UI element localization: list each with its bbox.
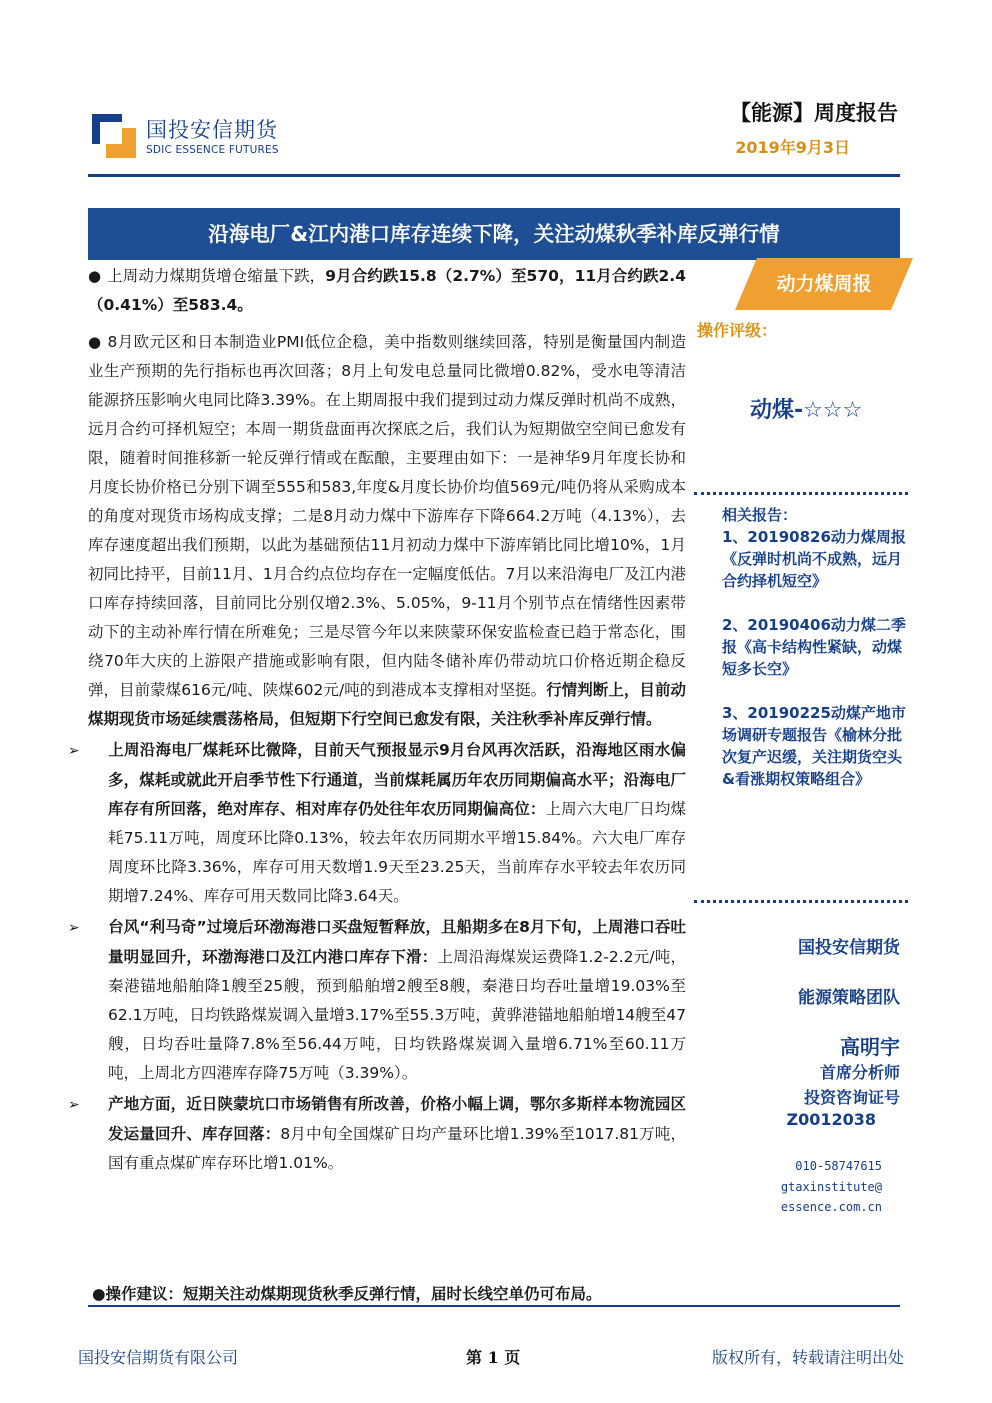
analyst-phone: 010-58747615 (795, 1159, 882, 1173)
sidebar-company: 国投安信期货 (798, 938, 900, 958)
related-report-item[interactable]: 3、20190225动煤产地市场调研专题报告《榆林分批次复产迟缓，关注期货空头&看涨期权策略组合》 (722, 704, 906, 788)
header-divider (88, 174, 900, 177)
section-heading: 产地方面，近日陕蒙坑口市场销售有所改善，价格小幅上调，鄂尔多斯样本物流园区发运量回升、库存回落： (108, 1095, 686, 1143)
section-ports (68, 913, 686, 1088)
arrow-bullet-icon: ➢ (68, 743, 80, 759)
logo-name-en: SDIC ESSENCE FUTURES (146, 144, 279, 156)
category-tab-label: 动力煤周报 (776, 273, 872, 295)
bullet-icon: ● (92, 1285, 106, 1303)
logo-mark-icon (92, 114, 136, 158)
sidebar-dotted-divider (694, 900, 908, 903)
report-type: 【能源】周度报告 (730, 101, 898, 125)
footer-copyright: 版权所有，转载请注明出处 (712, 1348, 905, 1367)
analysis-conclusion: 行情判断上，目前动煤期现货市场延续震荡格局，但短期下行空间已愈发有限，关注秋季补库反弹行情。 (88, 681, 686, 728)
arrow-bullet-icon: ➢ (68, 1097, 80, 1113)
bullet-icon: ● (88, 333, 102, 351)
summary-paragraph-1 (88, 262, 686, 320)
report-title: 沿海电厂&江内港口库存连续下降，关注动煤秋季补库反弹行情 (208, 222, 780, 246)
related-reports (722, 504, 912, 790)
page-number: 第 1 页 (466, 1348, 521, 1367)
section-text: 上周沿海煤炭运费降1.2-2.2元/吨，秦港锚地船舶降1艘至25艘，预到船舶增2艘至8艘，秦港日均吞吐量增19.03%至62.1万吨，日均铁路煤炭调入量增3.17%至55.3万吨，黄骅港锚地船舶增14艘至47艘，日均吞吐量降7.8%至56.44万吨，日均铁路煤炭调入量增6.71%至60.11万吨，上周北方四港库存降75万吨（3.39%）。 (108, 948, 686, 1082)
section-text: 8月中旬全国煤矿日均产量环比增1.39%至1017.81万吨，国有重点煤矿库存环比增1.01%。 (108, 1125, 686, 1172)
footer-company: 国投安信期货有限公司 (78, 1348, 239, 1367)
section-text: 上周六大电厂日均煤耗75.11万吨，周度环比降0.13%，较去年农历同期水平增15.84%。六大电厂库存周度环比降3.36%，库存可用天数增1.9天至23.25天，当前库存水平较去年农历同期增7.24%、库存可用天数同比降3.64天。 (108, 800, 686, 905)
summary-paragraph-2 (88, 328, 686, 734)
operation-advice-text: 操作建议：短期关注动煤期现货秋季反弹行情，届时长线空单仍可布局。 (105, 1285, 602, 1303)
operation-advice (92, 1282, 602, 1304)
summary-text: 上周动力煤期货增仓缩量下跌， (107, 267, 326, 285)
rating-value: 动煤-☆☆☆ (750, 398, 863, 423)
section-production (68, 1090, 686, 1178)
section-heading: 上周沿海电厂煤耗环比微降，目前天气预报显示9月台风再次活跃，沿海地区雨水偏多，煤耗或就此开启季节性下行通道，当前煤耗属历年农历同期偏高水平；沿海电厂库存有所回落，绝对库存、相对库存仍处往年农历同期偏高位： (108, 741, 686, 818)
logo-name-cn: 国投安信期货 (146, 118, 278, 142)
section-heading: 台风“利马奇”过境后环渤海港口买盘短暂释放，且船期多在8月下旬，上周港口吞吐量明显回升，环渤海港口及江内港口库存下滑： (108, 918, 686, 966)
license-label: 投资咨询证号 (803, 1088, 900, 1107)
content-bottom-divider (88, 1305, 900, 1307)
bullet-icon: ● (88, 267, 102, 285)
related-reports-title: 相关报告： (722, 506, 798, 524)
related-report-item[interactable]: 2、20190406动力煤二季报《高卡结构性紧缺，动煤短多长空》 (722, 616, 906, 678)
main-content (68, 262, 686, 1178)
report-date: 2019年9月3日 (735, 138, 850, 157)
sidebar-team: 能源策略团队 (798, 988, 900, 1008)
arrow-bullet-icon: ➢ (68, 920, 80, 936)
analyst-email-line-1[interactable]: gtaxinstitute@ (780, 1180, 882, 1194)
analyst-email-line-2[interactable]: essence.com.cn (780, 1200, 882, 1214)
sidebar-dotted-divider (694, 492, 908, 495)
analyst-title: 首席分析师 (819, 1063, 900, 1082)
summary-bold: 9月合约跌15.8（2.7%）至570，11月合约跌2.4（0.41%）至583.4。 (88, 267, 686, 314)
analysis-text: 8月欧元区和日本制造业PMI低位企稳，美中指数则继续回落，特别是衡量国内制造业生产预期的先行指标也再次回落；8月上旬发电总量同比微增0.82%，受水电等清洁能源挤压影响火电同比降3.39%。在上期周报中我们提到过动力煤反弹时机尚不成熟，远月合约可择机短空；本周一期货盘面再次探底之后，我们认为短期做空空间已愈发有限，随着时间推移新一轮反弹行情或在酝酿，主要理由如下：一是神华9月年度长协和月度长协价格已分别下调至555和583,年度&月度长协价均值569元/吨仍将从采购成本的角度对现货市场构成支撑；二是8月动力煤中下游库存下降664.2万吨（4.13%），去库存速度超出我们预期，以此为基础预估11月初动力煤中下游库销比同比增10%，1月初同比持平，目前11月、1月合约点位均存在一定幅度低估。7月以来沿海电厂及江内港口库存持续回落，目前同比分别仅增2.3%、5.05%，9-11月个别节点在情绪性因素带动下的主动补库行情在所难免；三是尽管今年以来陕蒙环保安监检查已趋于常态化，围绕70年大庆的上游限产措施或影响有限，但内陆冬储补库仍带动坑口价格近期企稳反弹，目前蒙煤616元/吨、陕煤602元/吨的到港成本支撑相对坚挺。 (88, 333, 686, 699)
company-logo (92, 108, 302, 164)
analyst-name: 高明宇 (840, 1035, 900, 1059)
section-power-plants (68, 736, 686, 911)
related-report-item[interactable]: 1、20190826动力煤周报《反弹时机尚不成熟，远月合约择机短空》 (722, 528, 906, 590)
license-number: Z0012038 (786, 1110, 876, 1129)
rating-label: 操作评级： (697, 321, 778, 340)
